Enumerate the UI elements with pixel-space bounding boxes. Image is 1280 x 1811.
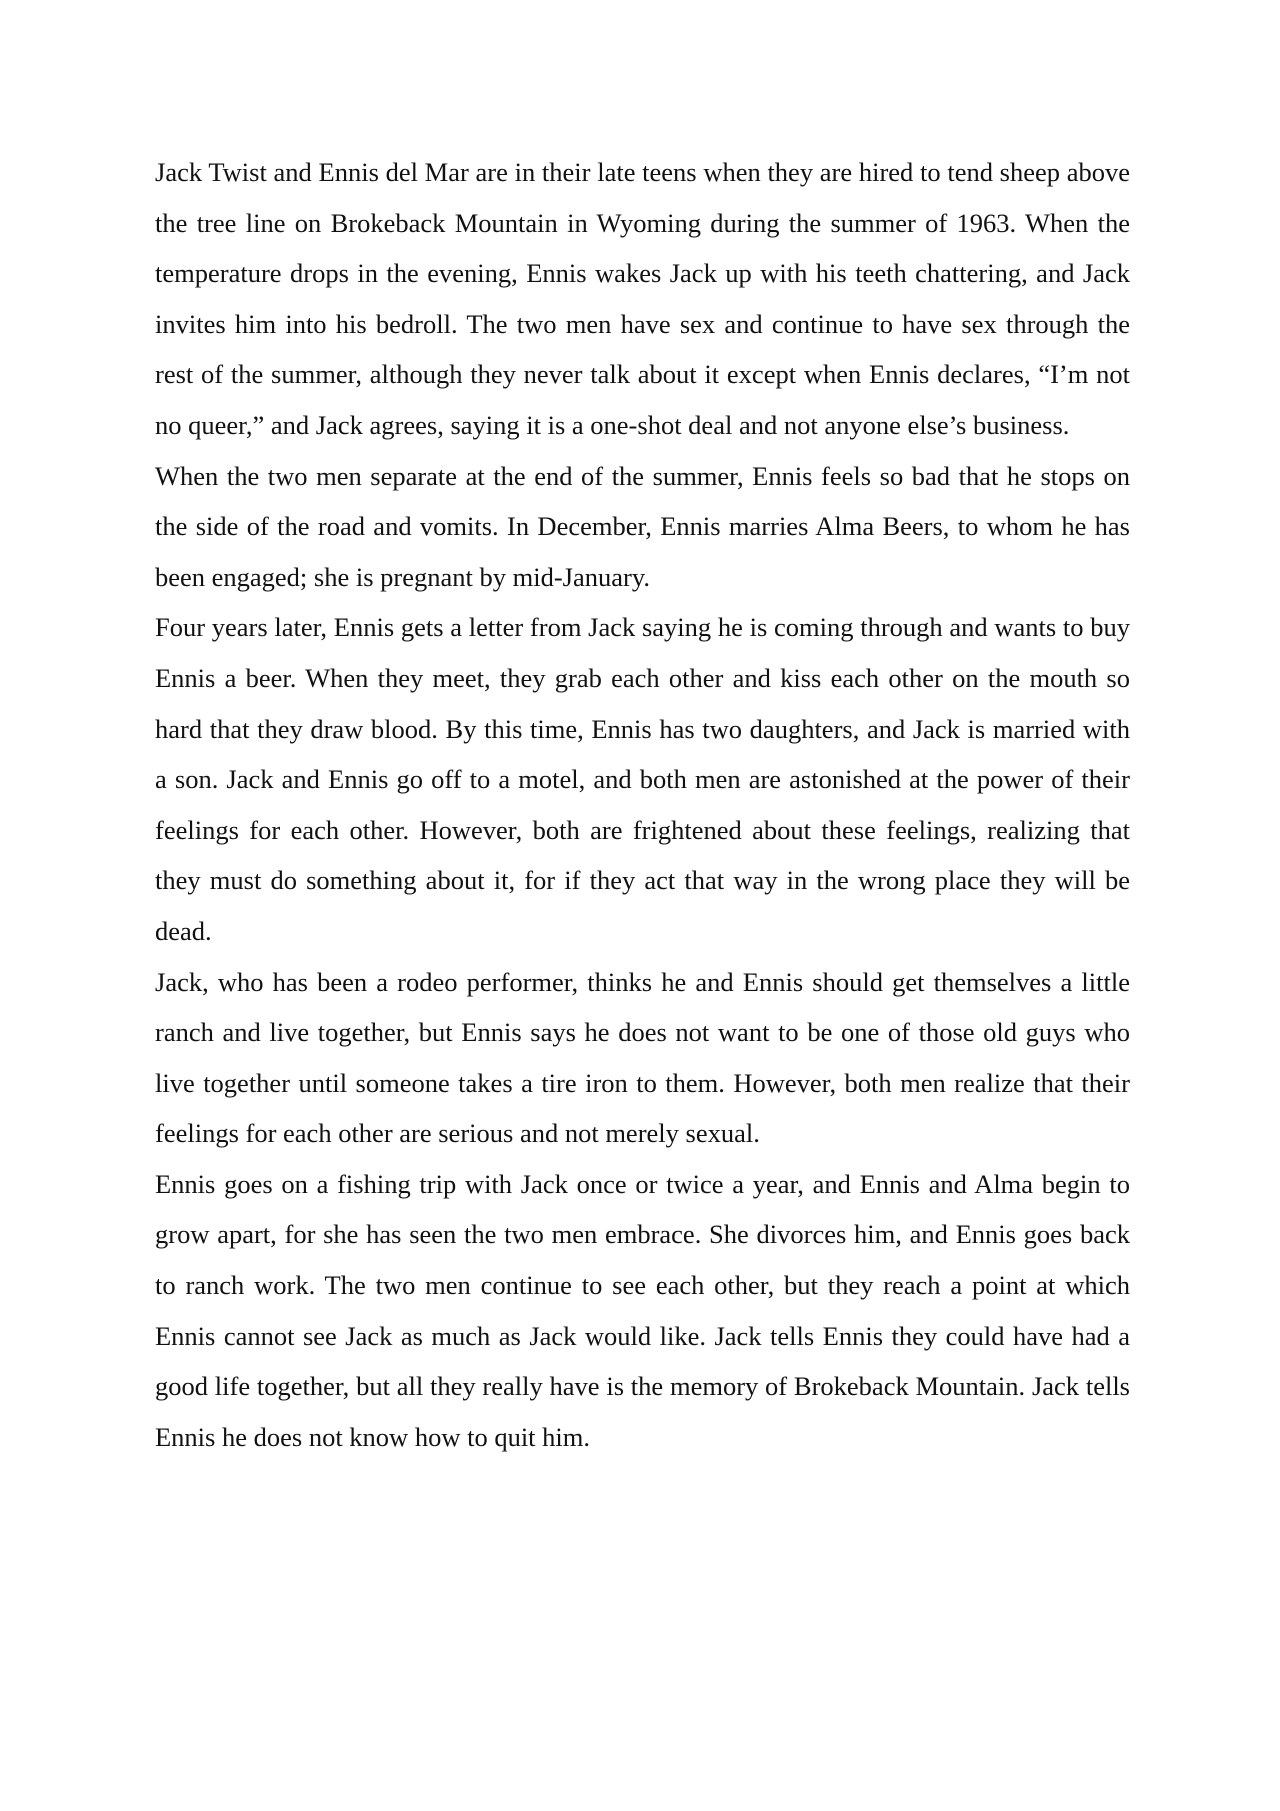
paragraph: Jack Twist and Ennis del Mar are in their late teens when they are hired to tend sheep above the tree line on Brokeback Mountain in Wyoming during the summer of 1963. When the temperature drops in the evening, Ennis wakes Jack up with his teeth chattering, and Jack invites him into his bedroll. The two men have sex and continue to have sex through the rest of the summer, although they never talk about it except when Ennis declares, “I’m not no queer,” and Jack agrees, saying it is a one-shot deal and not anyone else’s business. <box>155 157 1130 440</box>
document-body <box>155 147 1130 1462</box>
paragraph: Ennis goes on a fishing trip with Jack once or twice a year, and Ennis and Alma begin to grow apart, for she has seen the two men embrace. She divorces him, and Ennis goes back to ranch work. The two men continue to see each other, but they reach a point at which Ennis cannot see Jack as much as Jack would like. Jack tells Ennis they could have had a good life together, but all they really have is the memory of Brokeback Mountain. Jack tells Ennis he does not know how to quit him. <box>155 1168 1130 1452</box>
paragraph: Four years later, Ennis gets a letter from Jack saying he is coming through and wants to buy Ennis a beer. When they meet, they grab each other and kiss each other on the mouth so hard that they draw blood. By this time, Ennis has two daughters, and Jack is married with a son. Jack and Ennis go off to a motel, and both men are astonished at the power of their feelings for each other. However, both are frightened about these feelings, realizing that they must do something about it, for if they act that way in the wrong place they will be dead. <box>155 612 1130 946</box>
paragraph: Jack, who has been a rodeo performer, thinks he and Ennis should get themselves a little ranch and live together, but Ennis says he does not want to be one of those old guys who live together until someone takes a tire iron to them. However, both men realize that their feelings for each other are serious and not merely sexual. <box>155 966 1130 1149</box>
paragraph: When the two men separate at the end of the summer, Ennis feels so bad that he stops on the side of the road and vomits. In December, Ennis marries Alma Beers, to whom he has been engaged; she is pregnant by mid-January. <box>155 460 1130 592</box>
